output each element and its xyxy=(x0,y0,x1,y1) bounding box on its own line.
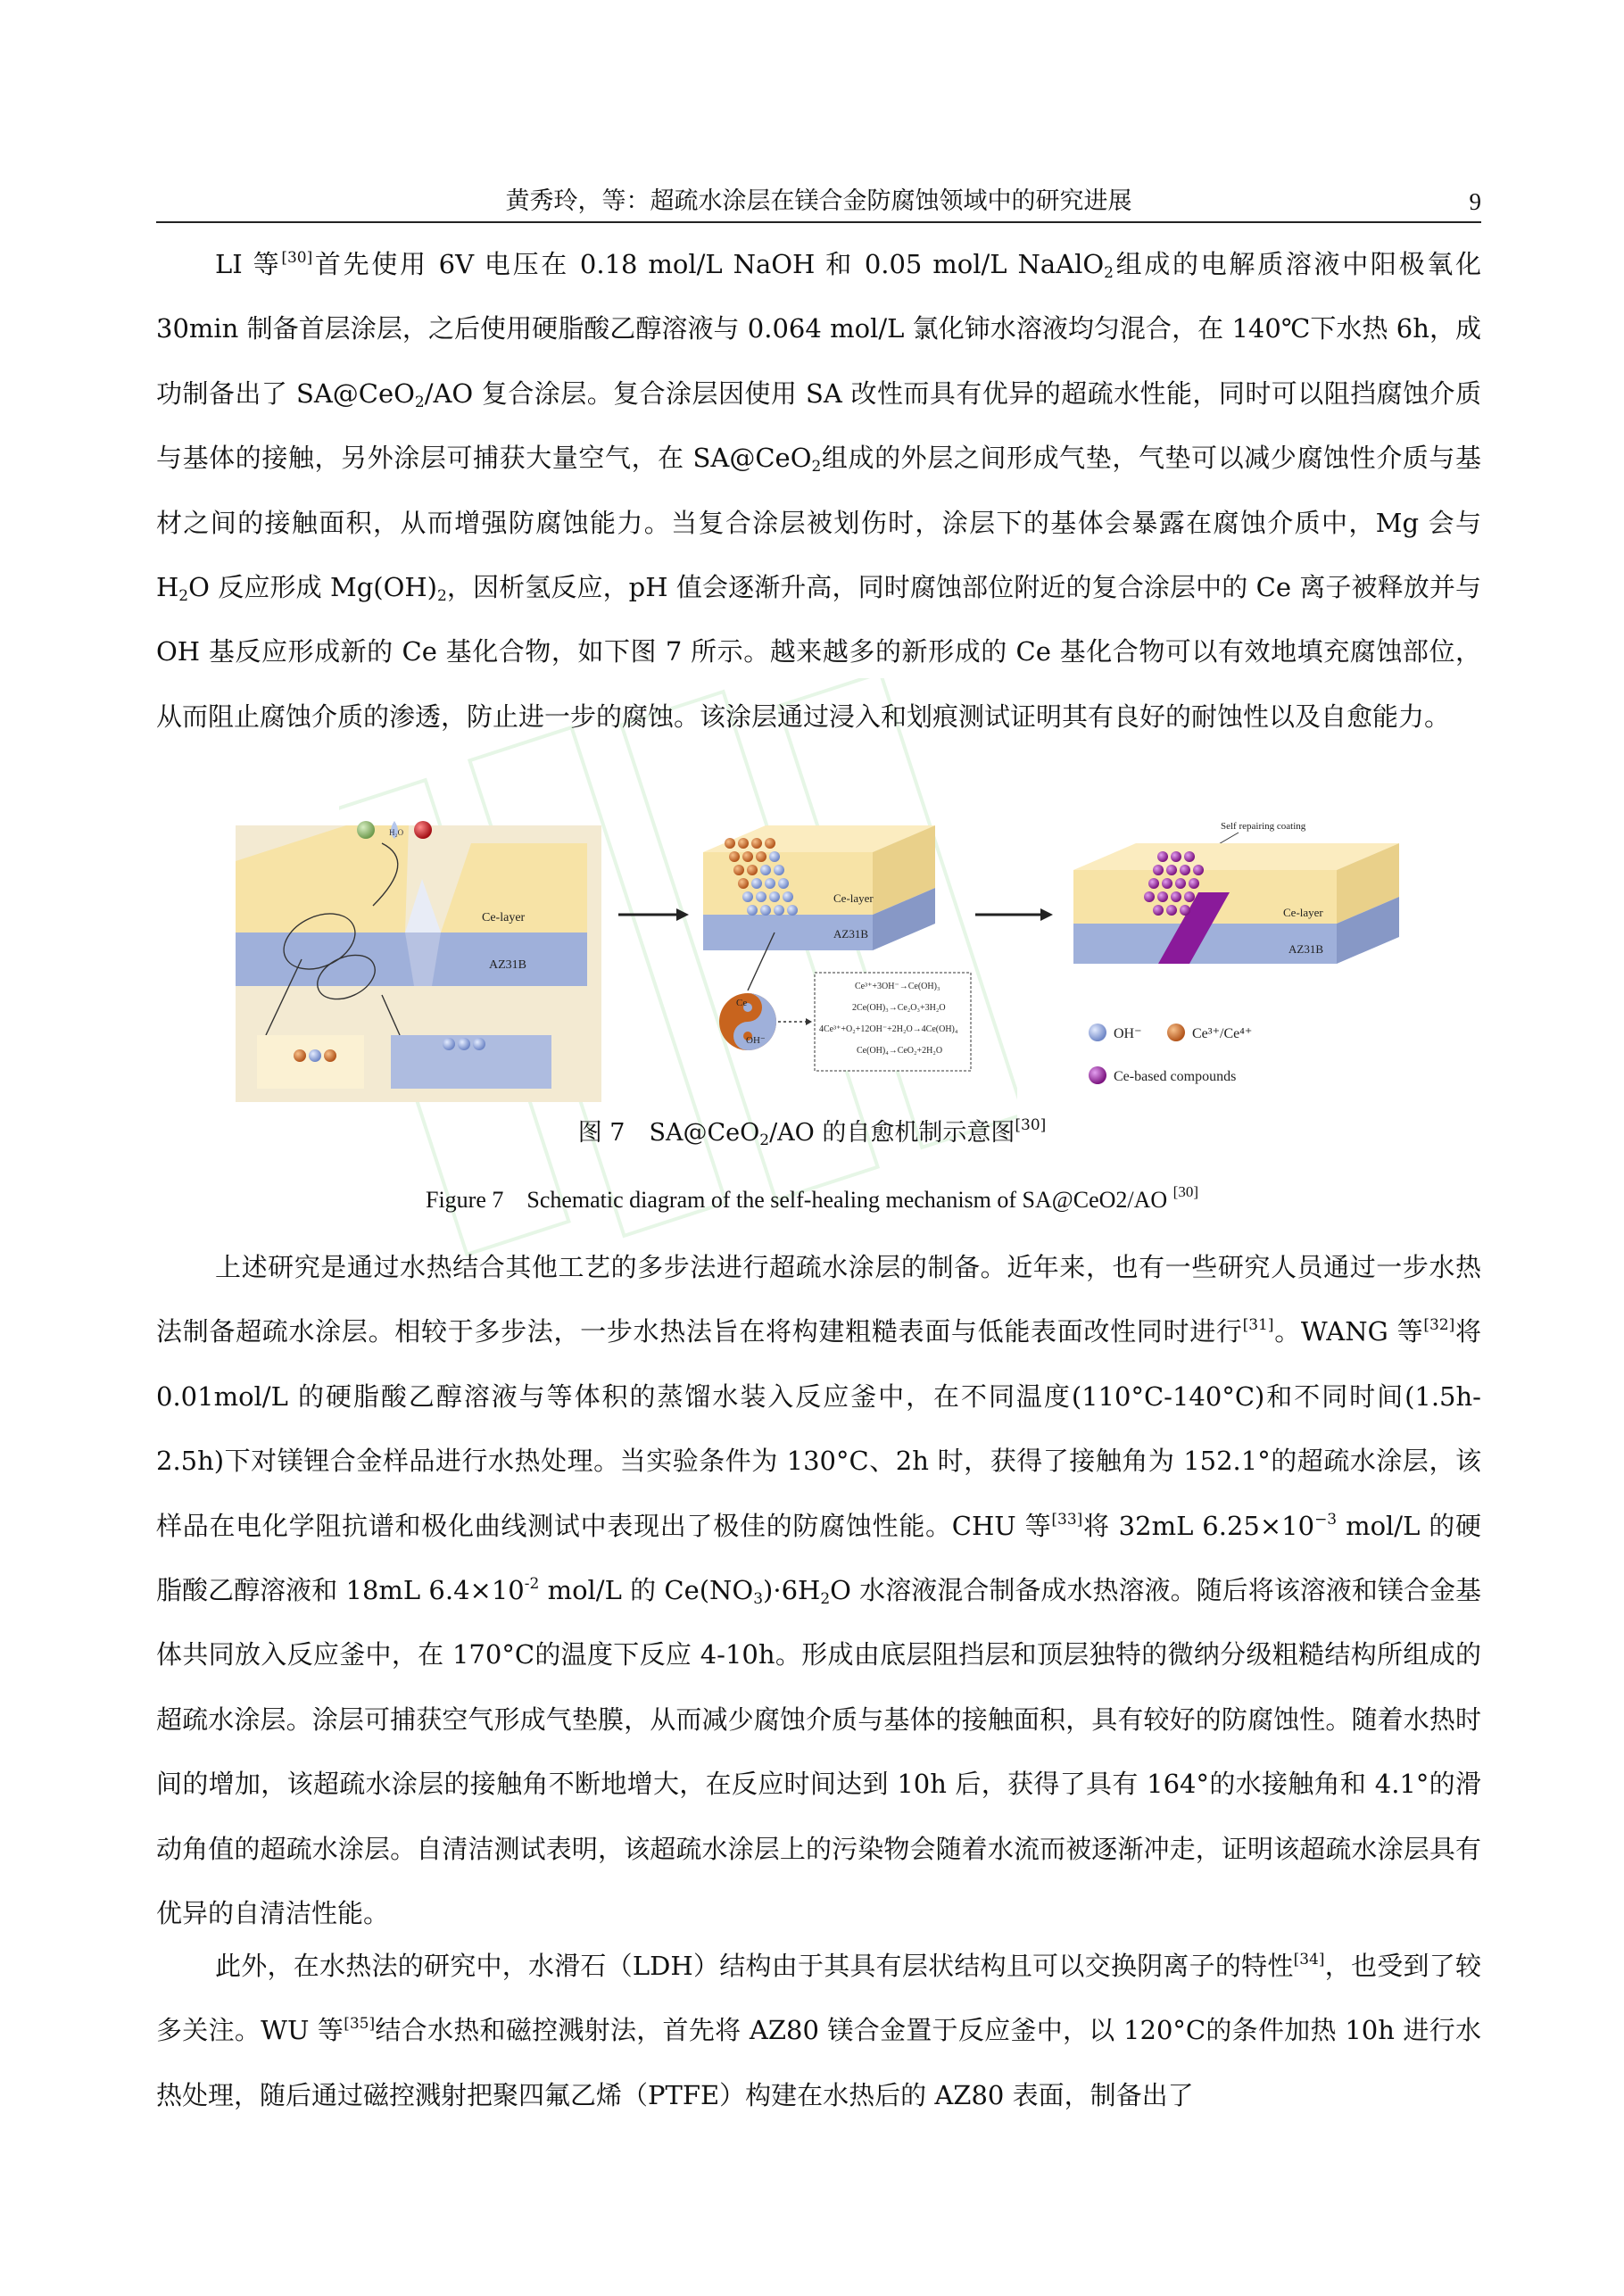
citation: [35] xyxy=(344,2015,376,2034)
legend-oh-label: OH⁻ xyxy=(1114,1026,1142,1041)
figure-caption-cn: 图 7 SA@CeO$_2$/AO 的自愈机制示意图[30] xyxy=(577,1116,1047,1149)
equation-3: 4Ce³⁺+O₂+12OH⁻+2H₂O→4Ce(OH)₄ xyxy=(819,1024,958,1034)
label-yin-ce: Ce xyxy=(736,998,748,1008)
citation: [34] xyxy=(1293,1951,1325,1969)
label-az31b-2: AZ31B xyxy=(833,927,868,941)
panel-2-ion-release xyxy=(703,825,971,1071)
legend-ce-label: Ce³⁺/Ce⁴⁺ xyxy=(1192,1026,1253,1041)
label-yin-oh: OH⁻ xyxy=(746,1035,766,1046)
running-header xyxy=(156,186,1481,223)
citation: [31] xyxy=(1242,1316,1274,1335)
ion-green-icon xyxy=(357,821,375,839)
label-ce-layer-1: Ce-layer xyxy=(482,911,526,924)
running-title: 黄秀玲，等：超疏水涂层在镁合金防腐蚀领域中的研究进展 xyxy=(505,187,1132,215)
equation-1: Ce³⁺+3OH⁻→Ce(OH)₃ xyxy=(855,982,940,991)
label-ce-layer-3: Ce-layer xyxy=(1283,906,1323,919)
label-ce-layer-2: Ce-layer xyxy=(833,891,874,905)
label-self-repairing: Self repairing coating xyxy=(1221,821,1306,832)
label-az31b-1: AZ31B xyxy=(489,958,526,972)
label-az31b-3: AZ31B xyxy=(1288,942,1323,956)
label-h2o: H₂O xyxy=(389,828,404,837)
figure-caption-en: Figure 7 Schematic diagram of the self-healing mechanism of SA@CeO2/AO [30] xyxy=(425,1183,1198,1213)
legend-ce-swatch-icon xyxy=(1167,1024,1185,1041)
equation-2: 2Ce(OH)₃→Ce₂O₃+3H₂O xyxy=(852,1003,946,1013)
equation-4: Ce(OH)₄→CeO₂+2H₂O xyxy=(857,1046,943,1056)
citation: [32] xyxy=(1423,1316,1455,1335)
figure-7-diagram xyxy=(230,808,1408,1111)
paragraph-2: 上述研究是通过水热结合其他工艺的多步法进行超疏水涂层的制备。近年来，也有一些研究人员通过一步水热法制备超疏水涂层。相较于多步法，一步水热法旨在将构建粗糙表面与低能表面改性同时进行[31]。WANG 等[32]将 0.01mol/L 的硬脂酸乙醇溶液与等体积的蒸馏水装入反应釜中，在不同温度(110°C-140°C)和不同时间(1.5h-2.5h)下对镁锂合金样品进行水热处理。当实验条件为 130°C、2h 时，获得了接触角为 152.1°的超疏水涂层，该样品在电化学阻抗谱和极化曲线测试中表现出了极佳的防腐蚀性能。CHU 等[33]将 32mL $6.25\times 10^{-3}$ mol/L 的硬脂酸乙醇溶液和 18mL $6.4\times 10^{-2}$ mol/L 的 $Ce(NO_3)\cdot 6H_2O$ 水溶液混合制备成水热溶液。随后将该溶液和镁合金基体共同放入反应釜中，在 170°C的温度下反应 4-10h。形成由底层阻挡层和顶层独特的微纳分级粗糙结构所组成的超疏水涂层。涂层可捕获空气形成气垫膜，从而减少腐蚀介质与基体的接触面积，具有较好的防腐蚀性。随着水热时间的增加，该超疏水涂层的接触角不断地增大，在反应时间达到 10h 后，获得了具有 164°的水接触角和 4.1°的滑动角值的超疏水涂层。自清洁测试表明，该超疏水涂层上的污染物会随着水流而被逐渐冲走，证明该超疏水涂层具有优异的自清洁性能。 xyxy=(156,1252,1482,1929)
arrow-right-icon xyxy=(975,908,1053,921)
page-number: 9 xyxy=(1469,188,1481,215)
yin-yang-icon xyxy=(719,993,776,1050)
panel-1-scratched-coating xyxy=(236,821,601,1102)
arrow-right-icon xyxy=(618,908,689,921)
legend-oh-swatch-icon xyxy=(1089,1024,1106,1041)
ion-red-icon xyxy=(414,821,432,839)
panel-3-self-repaired xyxy=(1073,821,1399,1084)
citation: [33] xyxy=(1051,1510,1083,1529)
paragraph-3: 此外，在水热法的研究中，水滑石（LDH）结构由于其具有层状结构且可以交换阴离子的特性[34]，也受到了较多关注。WU 等[35]结合水热和磁控溅射法，首先将 AZ80 镁合金置于反应釜中，以 120°C的条件加热 10h 进行水热处理，随后通过磁控溅射把聚四氟乙烯（PTFE）构建在水热后的 AZ80 表面，制备出了 xyxy=(156,1951,1481,2110)
citation: [30] xyxy=(281,249,313,267)
paragraph-1: LI 等[30]首先使用 6V 电压在 0.18 mol/L NaOH 和 0.05 mol/L NaAlO$_2$组成的电解质溶液中阳极氧化 30min 制备首层涂层，之后使用硬脂酸乙醇溶液与 0.064 mol/L 氯化铈水溶液均匀混合，在 140℃下水热 6h，成功制备出了 SA@CeO$_2$/AO 复合涂层。复合涂层因使用 SA 改性而具有优异的超疏水性能，同时可以阻挡腐蚀介质与基体的接触，另外涂层可捕获大量空气，在 SA@CeO$_2$组成的外层之间形成气垫，气垫可以减少腐蚀性介质与基材之间的接触面积，从而增强防腐蚀能力。当复合涂层被划伤时，涂层下的基体会暴露在腐蚀介质中，Mg 会与 $H_2O$ 反应形成 $Mg(OH)_2$，因析氢反应，pH 值会逐渐升高，同时腐蚀部位附近的复合涂层中的 Ce 离子被释放并与 OH 基反应形成新的 Ce 基化合物，如下图 7 所示。越来越多的新形成的 Ce 基化合物可以有效地填充腐蚀部位，从而阻止腐蚀介质的渗透，防止进一步的腐蚀。该涂层通过浸入和划痕测试证明其有良好的耐蚀性以及自愈能力。 xyxy=(156,249,1481,732)
legend-compounds-label: Ce-based compounds xyxy=(1114,1069,1237,1084)
legend-compounds-swatch-icon xyxy=(1089,1066,1106,1084)
